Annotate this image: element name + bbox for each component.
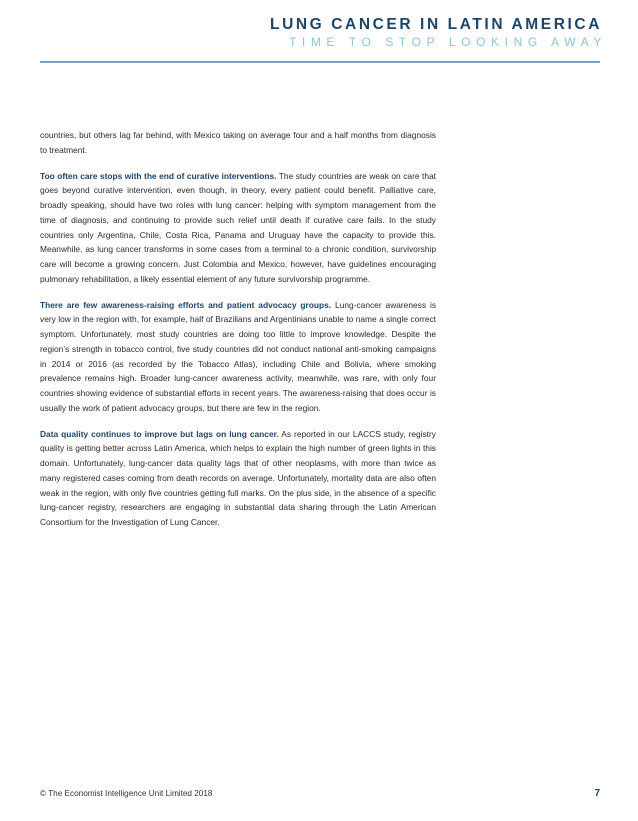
paragraph-lead: Data quality continues to improve but lags on lung cancer. — [40, 428, 279, 439]
copyright-notice: © The Economist Intelligence Unit Limited 2018 — [40, 789, 213, 798]
paragraph-text: As reported in our LACCS study, registry quality is getting better across Latin America, which helps to explain the high number of green lights in this domain. Unfortunately, lung-cancer data quality lags that of other neoplasms, with more than twice as many registered cases coming from death records on average. Unfortunately, mortality data are also often weak in the region, with only five countries getting full marks. On the plus side, in the absence of a specific lung-cancer registry, researchers are engaging in substantial data sharing through the Latin American Consortium for the Investigation of Lung Cancer. — [40, 428, 436, 527]
paragraph-lead: Too often care stops with the end of curative interventions. — [40, 170, 277, 181]
paragraph-text: The study countries are weak on care that goes beyond curative intervention, even though, in theory, every patient could benefit. Palliative care, broadly speaking, should have two roles with lung cancer: helping with symptom management from the time of diagnosis, and continuing to provide such relief until death if curative care fails. In the study countries only Argentina, Chile, Costa Rica, Panama and Uruguay have the capacity to provide this. Meanwhile, as lung cancer transforms in some cases from a terminal to a chronic condition, survivorship care will become a growing concern. Just Colombia and Mexico, however, have guidelines encouraging pulmonary rehabilitation, a likely essential element of any future survivorship programme. — [40, 170, 436, 284]
paragraph-curative-care — [40, 169, 436, 287]
paragraph-lead: There are few awareness-raising efforts and patient advocacy groups. — [40, 299, 332, 310]
page-footer — [40, 789, 600, 801]
page-number: 7 — [594, 788, 600, 799]
article-body — [40, 128, 436, 541]
paragraph-data-quality — [40, 427, 436, 530]
paragraph-text: Lung-cancer awareness is very low in the region with, for example, half of Brazilians and Argentinians unable to name a single correct symptom. Unfortunately, most study countries are doing too little to improve knowledge. Despite the region’s strength in tobacco control, five study countries did not conduct national anti-smoking campaigns in 2014 or 2016 (as recorded by the Tobacco Atlas), including Chile and Bolivia, where smoking prevalence remains high. Broader lung-cancer awareness activity, meanwhile, was rare, with only four countries showing evidence of substantial efforts in recent years. The awareness-raising that does occur is usually the work of patient advocacy groups, but there are few in the region. — [40, 299, 437, 413]
paragraph-continuation — [40, 128, 436, 158]
report-header — [270, 16, 607, 50]
report-title: LUNG CANCER IN LATIN AMERICA — [270, 16, 602, 33]
paragraph-awareness — [40, 298, 436, 416]
paragraph-text: countries, but others lag far behind, with Mexico taking on average four and a half months from diagnosis to treatment. — [40, 130, 436, 155]
report-subtitle: TIME TO STOP LOOKING AWAY — [288, 35, 607, 49]
header-divider — [40, 61, 600, 63]
